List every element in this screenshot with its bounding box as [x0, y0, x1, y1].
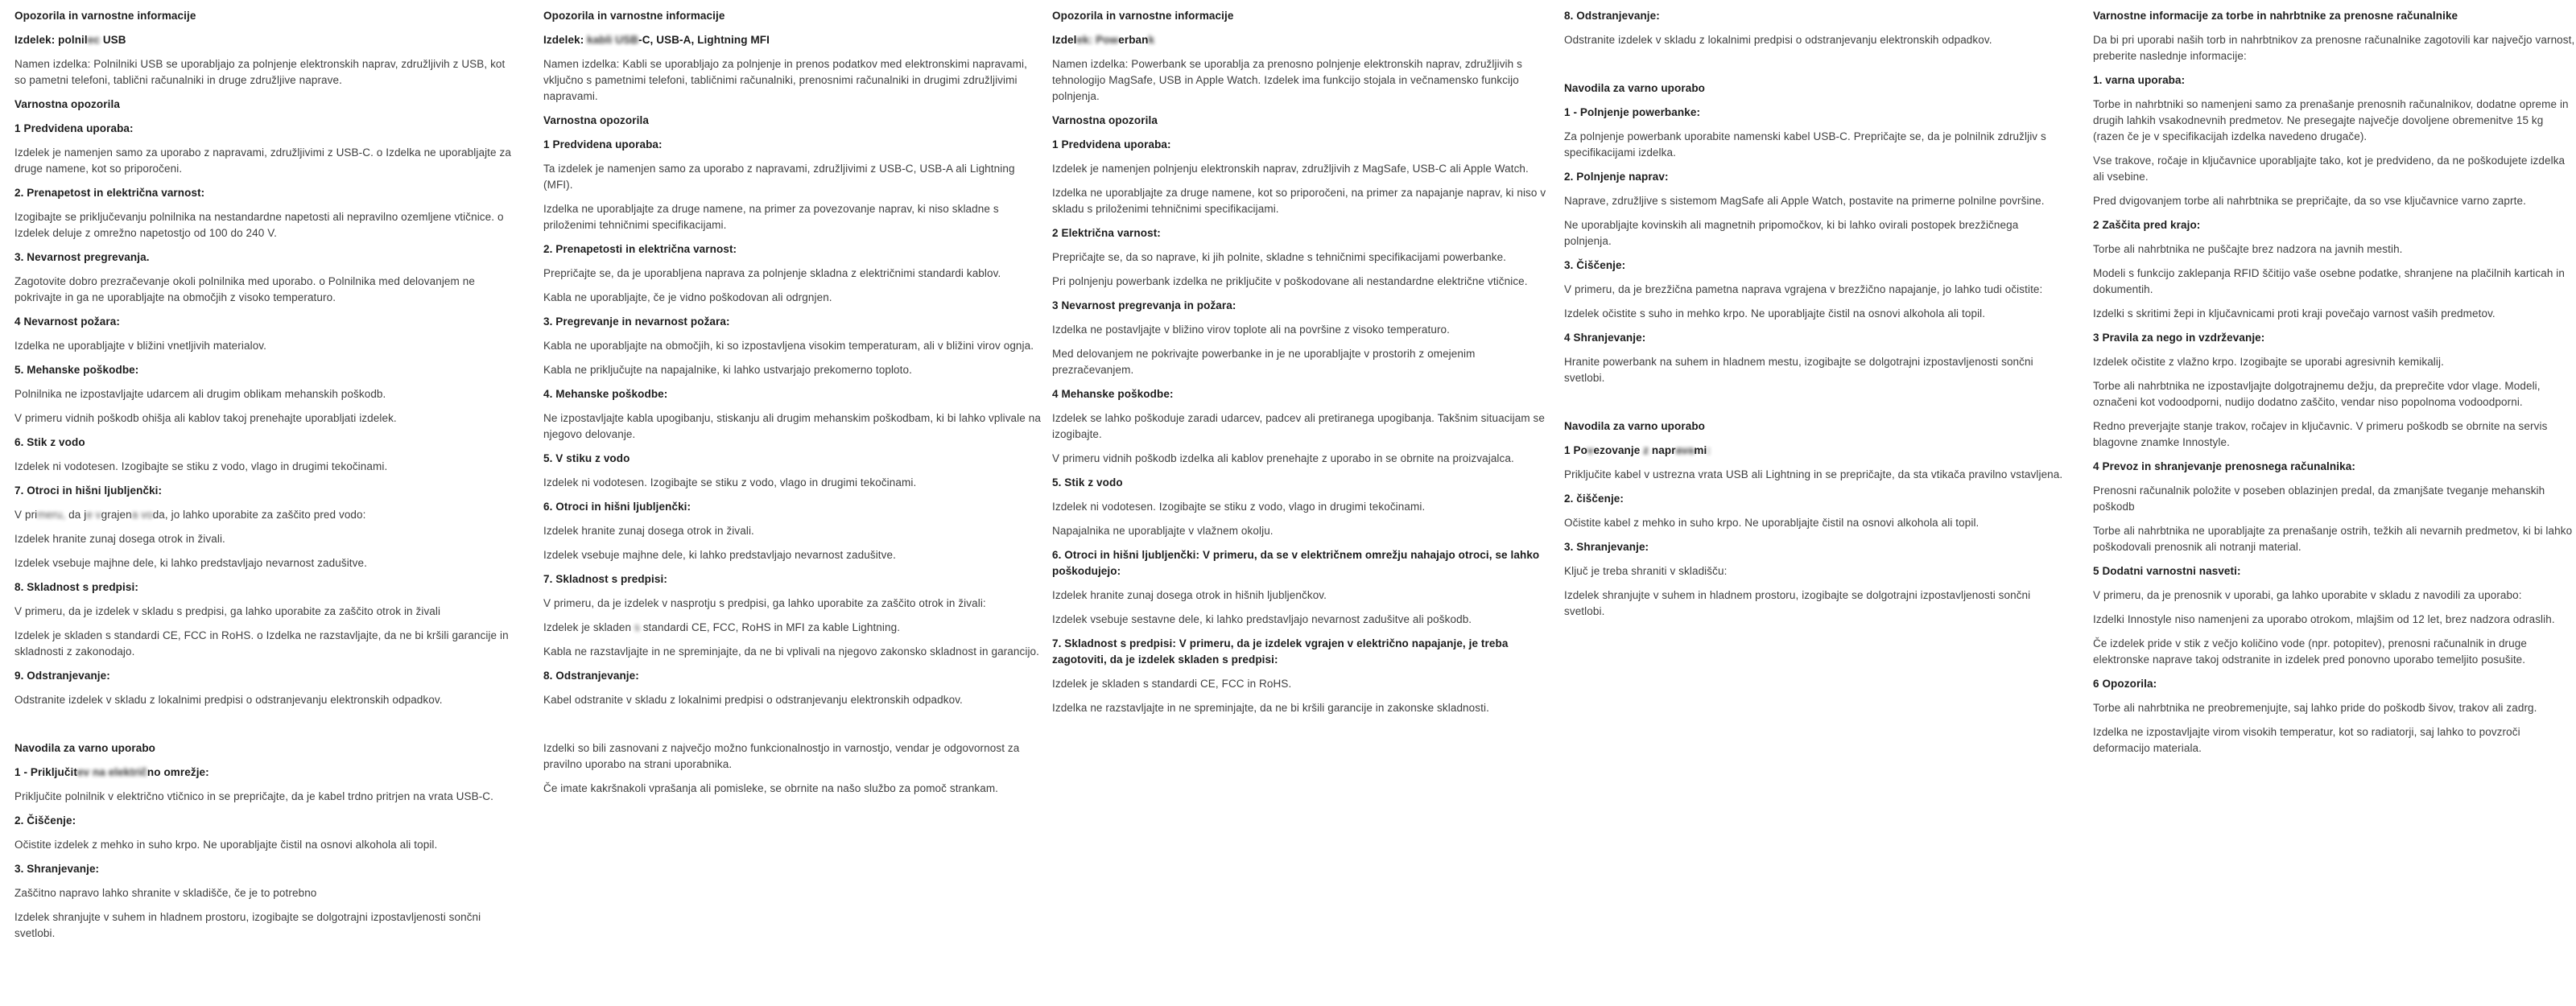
section-heading: Izdelek: kabli USB-C, USB-A, Lightning MFI: [543, 34, 770, 46]
paragraph: Torbe ali nahrbtnika ne uporabljajte za prenašanje ostrih, težkih ali nevarnih predmetov, ki bi lahko poškodovali prenosnik ali notranji material.: [2093, 525, 2573, 553]
blurred-text: kabli USB: [587, 34, 639, 46]
section-heading: 5. Stik z vodo: [1052, 476, 1123, 489]
paragraph: Očistite kabel z mehko in suho krpo. Ne uporabljajte čistil na osnovi alkohola ali topil.: [1564, 517, 1979, 529]
paragraph: Izdelek hranite zunaj dosega otrok in živali.: [14, 533, 225, 545]
section-heading: 5. V stiku z vodo: [543, 452, 630, 464]
paragraph: Modeli s funkcijo zaklepanja RFID ščitijo vaše osebne podatke, shranjene na plačilnih karticah in dokumentih.: [2093, 267, 2566, 295]
section-heading: 2. Prenapetosti in električna varnost:: [543, 243, 737, 255]
blurred-text: ava: [1675, 444, 1695, 456]
section-heading: 6. Stik z vodo: [14, 436, 85, 448]
section-heading: 1 - Priključitev na električno omrežje:: [14, 766, 209, 778]
section-heading: 2. Čiščenje:: [14, 814, 76, 827]
blurred-text: z: [1643, 444, 1649, 456]
paragraph: Izdelek ni vodotesen. Izogibajte se stiku z vodo, vlago in drugimi tekočinami.: [543, 476, 917, 489]
paragraph: Izdelek očistite s suho in mehko krpo. Ne uporabljajte čistil na osnovi alkohola ali topil.: [1564, 307, 1986, 320]
section-heading: 1 - Polnjenje powerbanke:: [1564, 106, 1701, 118]
section-heading: 3. Shranjevanje:: [14, 863, 100, 875]
section-heading: 1 Predvidena uporaba:: [1052, 138, 1171, 150]
section-heading: 7. Skladnost s predpisi: V primeru, da je izdelek vgrajen v električno napajanje, je treba zagotoviti, da je izdelek skladen s predpisi:: [1052, 637, 1509, 666]
section-heading: Opozorila in varnostne informacije: [543, 10, 725, 22]
section-heading: 7. Skladnost s predpisi:: [543, 573, 667, 585]
paragraph: Izdelek je namenjen polnjenju elektronskih naprav, združljivih z MagSafe, USB-C ali Apple Watch.: [1052, 163, 1529, 175]
paragraph: Namen izdelka: Powerbank se uporablja za prenosno polnjenje elektronskih naprav, združljivih s tehnologijo MagSafe, USB in Apple Watch. Izdelek ima funkcijo stojala in večnamensko funkcijo polnjenja.: [1052, 58, 1522, 102]
section-heading: Varnostna opozorila: [543, 114, 649, 126]
paragraph: V primeru, da je brezžična pametna naprava vgrajena v brezžično napajanje, jo lahko tudi očistite:: [1564, 283, 2043, 295]
section-heading: 1 Predvidena uporaba:: [543, 138, 663, 150]
section-heading: 4 Mehanske poškodbe:: [1052, 388, 1174, 400]
paragraph: Torbe ali nahrbtnika ne puščajte brez nadzora na javnih mestih.: [2093, 243, 2403, 255]
section-heading: Izdelek: Powerbank: [1052, 34, 1155, 46]
paragraph: Izdelek očistite z vlažno krpo. Izogibajte se uporabi agresivnih kemikalij.: [2093, 356, 2444, 368]
section-heading: 8. Skladnost s predpisi:: [14, 581, 138, 593]
paragraph: Prenosni računalnik položite v poseben oblazinjen predal, da zmanjšate tveganje mehanskih poškodb: [2093, 484, 2545, 513]
blurred-text: meru,: [37, 509, 66, 521]
paragraph: Izdelek je skladen s standardi CE, FCC in RoHS. o Izdelka ne razstavljajte, da ne bi kršili garancije in skladnosti z zakonodajo.: [14, 629, 509, 658]
paragraph: Ključ je treba shraniti v skladišču:: [1564, 565, 1728, 577]
section-heading: 8. Odstranjevanje:: [543, 670, 639, 682]
section-heading: 4. Mehanske poškodbe:: [543, 388, 668, 400]
paragraph: V primeru, da je izdelek v nasprotju s predpisi, ga lahko uporabite za zaščito otrok in živali:: [543, 597, 986, 609]
paragraph: V primeru, da je prenosnik v uporabi, ga lahko uporabite v skladu z navodili za uporabo:: [2093, 589, 2522, 601]
section-heading: 6. Otroci in hišni ljubljenčki:: [543, 501, 691, 513]
paragraph: Ne izpostavljajte kabla upogibanju, stiskanju ali drugim mehanskim poškodbam, ki bi lahko vplivale na njegovo delovanje.: [543, 412, 1041, 440]
section-heading: 4 Prevoz in shranjevanje prenosnega računalnika:: [2093, 460, 2355, 472]
paragraph: Da bi pri uporabi naših torb in nahrbtnikov za prenosne računalnike zagotovili kar največjo varnost, preberite naslednje informacije:: [2093, 34, 2575, 62]
section-heading: Navodila za varno uporabo: [1564, 82, 1706, 94]
section-heading: Navodila za varno uporabo: [1564, 420, 1706, 432]
paragraph: Izdelek shranjujte v suhem in hladnem prostoru, izogibajte se dolgotrajni izpostavljenosti sončni svetlobi.: [14, 911, 481, 939]
blurred-text: e v: [86, 509, 101, 521]
blurred-text: k: [1148, 34, 1155, 46]
section-heading: 2 Električna varnost:: [1052, 227, 1161, 239]
paragraph: V primeru, da je izdelek v skladu s predpisi, ga lahko uporabite za zaščito otrok in živali: [14, 605, 441, 617]
section-heading: Varnostne informacije za torbe in nahrbtnike za prenosne računalnike: [2093, 10, 2458, 22]
paragraph: Izdelek je skladen s standardi CE, FCC in RoHS.: [1052, 678, 1292, 690]
paragraph: Kabla ne priključujte na napajalnike, ki lahko ustvarjajo prekomerno toploto.: [543, 364, 912, 376]
blurred-text: a vo: [131, 509, 153, 521]
section-heading: Opozorila in varnostne informacije: [14, 10, 196, 22]
paragraph: Izdelka ne razstavljajte in ne spreminjajte, da ne bi kršili garancije in zakonske skladnosti.: [1052, 702, 1489, 714]
paragraph: Redno preverjajte stanje trakov, ročajev in ključavnic. V primeru poškodb se obrnite na servis blagovne znamke Innostyle.: [2093, 420, 2548, 448]
paragraph: Priključite polnilnik v električno vtičnico in se prepričajte, da je kabel trdno pritrjen na vrata USB-C.: [14, 790, 494, 802]
section-heading: 5 Dodatni varnostni nasveti:: [2093, 565, 2241, 577]
section-heading: Varnostna opozorila: [14, 98, 120, 110]
paragraph: Hranite powerbank na suhem in hladnem mestu, izogibajte se dolgotrajni izpostavljenosti sončni svetlobi.: [1564, 356, 2033, 384]
paragraph: Če imate kakršnakoli vprašanja ali pomisleke, se obrnite na našo službo za pomoč strankam.: [543, 782, 999, 794]
paragraph: Namen izdelka: Kabli se uporabljajo za polnjenje in prenos podatkov med elektronskimi napravami, vključno s pametnimi telefoni, tabličnimi računalniki, prenosnimi računalniki in drugimi združljivimi napravami.: [543, 58, 1027, 102]
blurred-text: :: [1707, 444, 1711, 456]
paragraph: Izdelka ne izpostavljajte virom visokih temperatur, kot so radiatorji, saj lahko to povzroči deformacijo materiala.: [2093, 726, 2520, 754]
paragraph: Izdelki Innostyle niso namenjeni za uporabo otrokom, mlajšim od 12 let, brez nadzora odraslih.: [2093, 613, 2555, 625]
blurred-text: ec: [87, 34, 100, 46]
section-heading: 2. Polnjenje naprav:: [1564, 171, 1669, 183]
blurred-text: ek: Pow: [1076, 34, 1119, 46]
paragraph: Torbe in nahrbtniki so namenjeni samo za prenašanje prenosnih računalnikov, dodatne opreme in drugih lahkih vsakodnevnih predmetov. Ne presegajte največje dovoljene obremenitve 15 kg (razen če je v specifikacijah izdelka navedeno drugače).: [2093, 98, 2569, 142]
paragraph: Zaščitno napravo lahko shranite v skladišče, če je to potrebno: [14, 887, 317, 899]
paragraph: Izdelek hranite zunaj dosega otrok in hišnih ljubljenčkov.: [1052, 589, 1327, 601]
section-heading: Navodila za varno uporabo: [14, 742, 156, 754]
paragraph: Izdelek ni vodotesen. Izogibajte se stiku z vodo, vlago in drugimi tekočinami.: [14, 460, 388, 472]
section-heading: 3. Shranjevanje:: [1564, 541, 1649, 553]
section-heading: 1 Povezovanje z napravami:: [1564, 444, 1711, 456]
section-heading: 5. Mehanske poškodbe:: [14, 364, 139, 376]
paragraph: Kabla ne razstavljajte in ne spreminjajte, da ne bi vplivali na njegovo zakonsko skladnost in garancijo.: [543, 645, 1040, 658]
paragraph: Ne uporabljajte kovinskih ali magnetnih pripomočkov, ki bi lahko ovirali postopek brezžičnega polnjenja.: [1564, 219, 2019, 247]
section-heading: Izdelek: polnilec USB: [14, 34, 126, 46]
section-heading: Varnostna opozorila: [1052, 114, 1158, 126]
section-heading: 3 Nevarnost pregrevanja in požara:: [1052, 299, 1236, 311]
paragraph: Namen izdelka: Polnilniki USB se uporabljajo za polnjenje elektronskih naprav, združljivih z USB, kot so pametni telefoni, tablični računalniki in druge združljive naprave.: [14, 58, 506, 86]
paragraph: Priključite kabel v ustrezna vrata USB ali Lightning in se prepričajte, da sta vtikača pravilno vstavljena.: [1564, 468, 2063, 480]
column-cable-warnings: [543, 8, 1042, 805]
section-heading: 6 Opozorila:: [2093, 678, 2157, 690]
paragraph: Izdelek hranite zunaj dosega otrok in živali.: [543, 525, 754, 537]
paragraph: Kabla ne uporabljajte na območjih, ki so izpostavljena visokim temperaturam, ali v bližini virov ognja.: [543, 340, 1034, 352]
column-usb-charger-warnings: [14, 8, 514, 950]
paragraph: Zagotovite dobro prezračevanje okoli polnilnika med uporabo. o Polnilnika med delovanjem ne pokrivajte in ga ne uporabljajte na območjih z visoko temperaturo.: [14, 275, 475, 303]
paragraph: Prepričajte se, da je uporabljena naprava za polnjenje skladna z električnimi standardi kablov.: [543, 267, 1001, 279]
paragraph: Polnilnika ne izpostavljajte udarcem ali drugim oblikam mehanskih poškodb.: [14, 388, 386, 400]
paragraph: Odstranite izdelek v skladu z lokalnimi predpisi o odstranjevanju elektronskih odpadkov.: [1564, 34, 1992, 46]
paragraph: Izdelek ni vodotesen. Izogibajte se stiku z vodo, vlago in drugimi tekočinami.: [1052, 501, 1426, 513]
section-heading: 1. varna uporaba:: [2093, 74, 2186, 86]
paragraph: Očistite izdelek z mehko in suho krpo. Ne uporabljajte čistil na osnovi alkohola ali topil.: [14, 839, 438, 851]
section-heading: 3. Čiščenje:: [1564, 259, 1626, 271]
section-heading: 1 Predvidena uporaba:: [14, 122, 134, 134]
paragraph: V primeru, da je vgrajena voda, jo lahko uporabite za zaščito pred vodo:: [14, 509, 366, 521]
paragraph: Pred dvigovanjem torbe ali nahrbtnika se prepričajte, da so vse ključavnice varno zaprte.: [2093, 195, 2526, 207]
paragraph: Izdelka ne postavljajte v bližino virov toplote ali na površine z visoko temperaturo.: [1052, 324, 1450, 336]
section-heading: 2 Zaščita pred krajo:: [2093, 219, 2201, 231]
paragraph: Izdelka ne uporabljajte za druge namene, kot so priporočeni, na primer za napajanje naprav, ki niso v skladu s priloženimi tehničnimi specifikacijami.: [1052, 187, 1546, 215]
paragraph: Torbe ali nahrbtnika ne preobremenjujte, saj lahko pride do poškodb šivov, trakov ali zadrg.: [2093, 702, 2537, 714]
paragraph: V primeru vidnih poškodb ohišja ali kablov takoj prenehajte uporabljati izdelek.: [14, 412, 397, 424]
section-heading: 3. Pregrevanje in nevarnost požara:: [543, 315, 730, 328]
paragraph: Kabla ne uporabljajte, če je vidno poškodovan ali odrgnjen.: [543, 291, 832, 303]
paragraph: Naprave, združljive s sistemom MagSafe ali Apple Watch, postavite na primerne polnilne površine.: [1564, 195, 2045, 207]
section-heading: 9. Odstranjevanje:: [14, 670, 110, 682]
paragraph: Torbe ali nahrbtnika ne izpostavljajte dolgotrajnemu dežju, da preprečite vdor vlage. Modeli, označeni kot vodoodporni, nudijo dodatno zaščito, vendar niso popolnoma vodoodporni.: [2093, 380, 2541, 408]
section-heading: 3 Pravila za nego in vzdrževanje:: [2093, 332, 2265, 344]
section-heading: 4 Shranjevanje:: [1564, 332, 1646, 344]
paragraph: Izdelki so bili zasnovani z največjo možno funkcionalnostjo in varnostjo, vendar je odgovornost za pravilno uporabo na strani uporabnika.: [543, 742, 1020, 770]
column-powerbank-warnings: [1052, 8, 1551, 724]
paragraph: Izdelka ne uporabljajte za druge namene, na primer za povezovanje naprav, ki niso skladne s priloženimi tehničnimi specifikacijami.: [543, 203, 999, 231]
paragraph: Izogibajte se priključevanju polnilnika na nestandardne napetosti ali nepravilno ozemljene vtičnice. o Izdelek deluje z omrežno napetostjo od 100 do 240 V.: [14, 211, 504, 239]
paragraph: Izdelek vsebuje majhne dele, ki lahko predstavljajo nevarnost zadušitve.: [14, 557, 367, 569]
paragraph: Izdelek vsebuje majhne dele, ki lahko predstavljajo nevarnost zadušitve.: [543, 549, 896, 561]
paragraph: Prepričajte se, da so naprave, ki jih polnite, skladne s tehničnimi specifikacijami powerbanke.: [1052, 251, 1507, 263]
column-laptop-bag-backpack-safety: [2093, 8, 2576, 765]
section-heading: 8. Odstranjevanje:: [1564, 10, 1660, 22]
paragraph: Izdelek je namenjen samo za uporabo z napravami, združljivimi z USB-C. o Izdelka ne uporabljajte za druge namene, kot so priporočeni.: [14, 146, 511, 175]
paragraph: Odstranite izdelek v skladu z lokalnimi predpisi o odstranjevanju elektronskih odpadkov.: [14, 694, 443, 706]
paragraph: Med delovanjem ne pokrivajte powerbanke in je ne uporabljajte v prostorih z omejenim prezračevanjem.: [1052, 348, 1476, 376]
section-heading: 2. čiščenje:: [1564, 493, 1624, 505]
column-powerbank-and-cable-instructions: [1564, 8, 2063, 628]
paragraph: Za polnjenje powerbank uporabite namenski kabel USB-C. Prepričajte se, da je polnilnik združljiv s specifikacijami izdelka.: [1564, 130, 2046, 159]
section-heading: 2. Prenapetost in električna varnost:: [14, 187, 205, 199]
paragraph: Izdelek shranjujte v suhem in hladnem prostoru, izogibajte se dolgotrajni izpostavljenosti sončni svetlobi.: [1564, 589, 2031, 617]
paragraph: Če izdelek pride v stik z večjo količino vode (npr. potopitev), prenosni računalnik in druge elektronske naprave takoj odstranite in izdelek pred ponovno uporabo temeljito posušite.: [2093, 637, 2527, 666]
blurred-text: s: [631, 621, 643, 633]
paragraph: V primeru vidnih poškodb izdelka ali kablov prenehajte z uporabo in se obrnite na proizvajalca.: [1052, 452, 1514, 464]
section-heading: Opozorila in varnostne informacije: [1052, 10, 1234, 22]
paragraph: Ta izdelek je namenjen samo za uporabo z napravami, združljivimi z USB-C, USB-A ali Lightning (MFI).: [543, 163, 1015, 191]
paragraph: Izdelek se lahko poškoduje zaradi udarcev, padcev ali pretiranega upogibanja. Takšnim situacijam se izogibajte.: [1052, 412, 1546, 440]
paragraph: Izdelka ne uporabljajte v bližini vnetljivih materialov.: [14, 340, 267, 352]
blurred-text: ev na električ: [76, 766, 147, 778]
section-heading: 6. Otroci in hišni ljubljenčki: V primeru, da se v električnem omrežju nahajajo otroci, se lahko poškodujejo:: [1052, 549, 1540, 577]
section-heading: 7. Otroci in hišni ljubljenčki:: [14, 484, 163, 497]
section-heading: 4 Nevarnost požara:: [14, 315, 120, 328]
blurred-text: v: [1587, 444, 1594, 456]
paragraph: Pri polnjenju powerbank izdelka ne priključite v poškodovane ali nestandardne električne vtičnice.: [1052, 275, 1528, 287]
section-heading: 3. Nevarnost pregrevanja.: [14, 251, 150, 263]
paragraph: Izdelek vsebuje sestavne dele, ki lahko predstavljajo nevarnost zadušitve ali poškodb.: [1052, 613, 1472, 625]
paragraph: Napajalnika ne uporabljajte v vlažnem okolju.: [1052, 525, 1274, 537]
paragraph: Izdelek je skladen s standardi CE, FCC, RoHS in MFI za kable Lightning.: [543, 621, 901, 633]
paragraph: Vse trakove, ročaje in ključavnice uporabljajte tako, kot je predvideno, da ne poškodujete izdelka ali vsebine.: [2093, 155, 2566, 183]
paragraph: Izdelki s skritimi žepi in ključavnicami proti kraji povečajo varnost vaših predmetov.: [2093, 307, 2496, 320]
paragraph: Kabel odstranite v skladu z lokalnimi predpisi o odstranjevanju elektronskih odpadkov.: [543, 694, 963, 706]
